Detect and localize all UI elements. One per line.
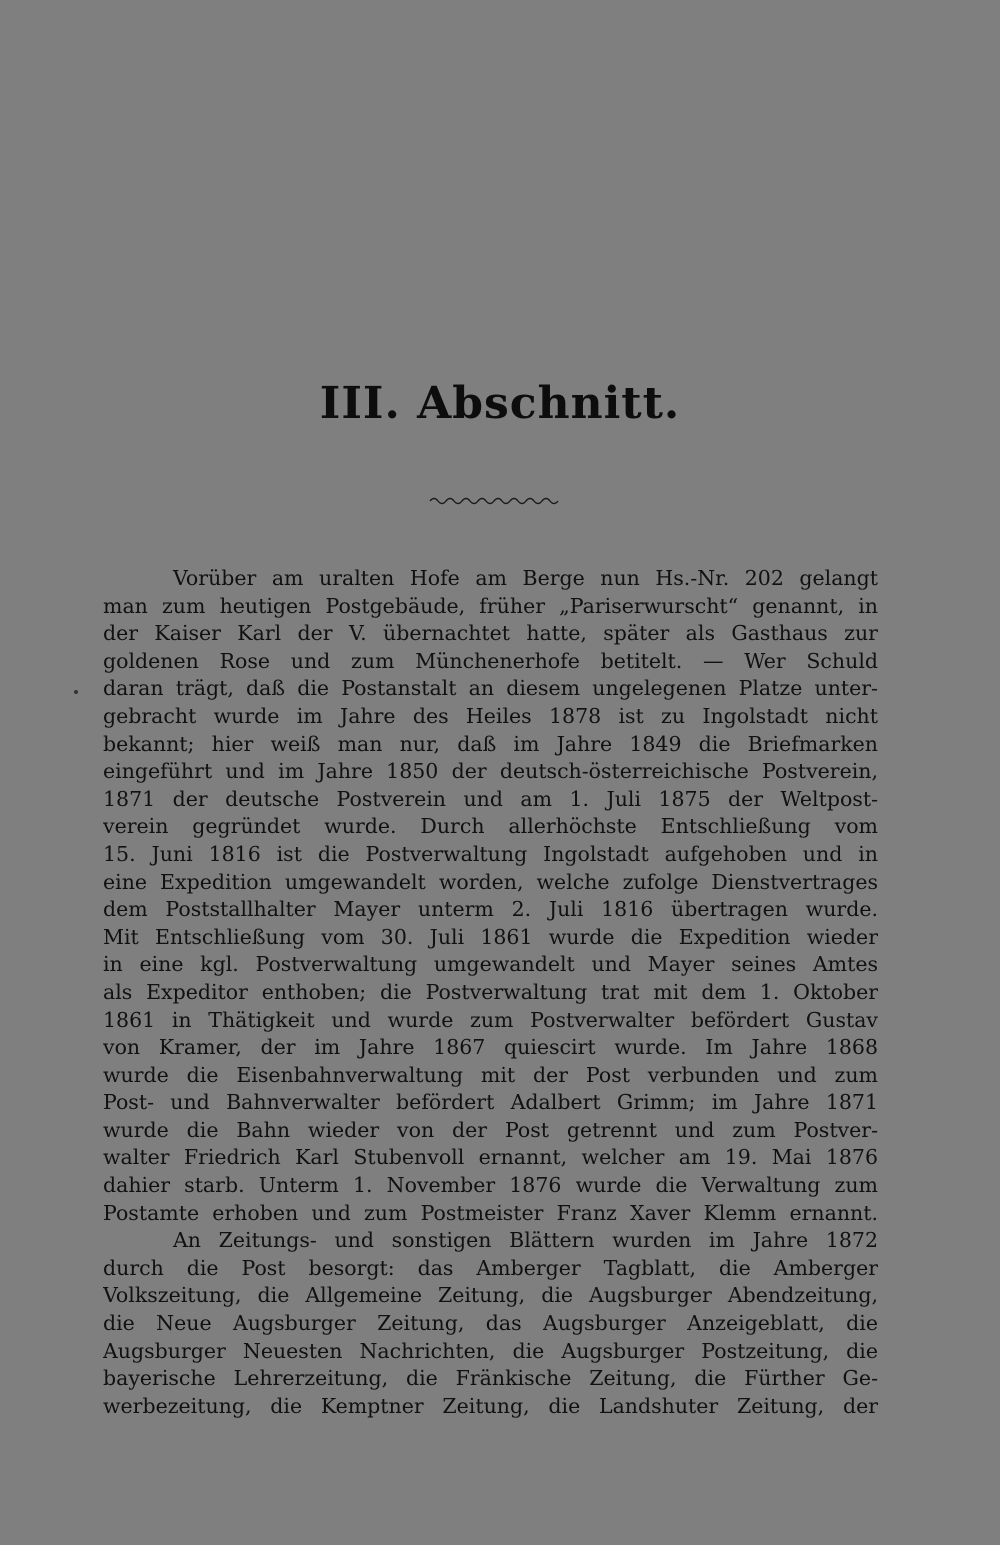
text-line: verein gegründet wurde. Durch allerhöchste Entschließung vom xyxy=(103,814,878,839)
chapter-title: III. Abschnitt. xyxy=(319,378,681,429)
text-line: werbezeitung, die Kemptner Zeitung, die Landshuter Zeitung, der xyxy=(103,1393,878,1418)
text-line: bekannt; hier weiß man nur, daß im Jahre 1849 die Briefmarken xyxy=(103,731,878,756)
paragraph-1 xyxy=(103,565,878,1227)
text-line: Post- und Bahnverwalter befördert Adalbert Grimm; im Jahre 1871 xyxy=(103,1090,878,1115)
text-line: man zum heutigen Postgebäude, früher „Pariserwurscht“ genannt, in xyxy=(103,593,878,618)
text-line: bayerische Lehrerzeitung, die Fränkische Zeitung, die Fürther Ge- xyxy=(103,1366,878,1391)
stray-ink-mark xyxy=(74,690,78,694)
text-line: Postamte erhoben und zum Postmeister Franz Xaver Klemm ernannt. xyxy=(103,1200,878,1225)
text-line: gebracht wurde im Jahre des Heiles 1878 ist zu Ingolstadt nicht xyxy=(103,703,878,728)
text-line: An Zeitungs- und sonstigen Blättern wurden im Jahre 1872 xyxy=(173,1228,878,1253)
text-line: Mit Entschließung vom 30. Juli 1861 wurde die Expedition wieder xyxy=(103,924,878,949)
body-text xyxy=(103,565,878,1420)
text-line: dem Poststallhalter Mayer unterm 2. Juli 1816 übertragen wurde. xyxy=(103,897,878,922)
ornament-divider-icon xyxy=(428,494,560,508)
text-line: daran trägt, daß die Postanstalt an diesem ungelegenen Platze unter- xyxy=(103,676,878,701)
text-line: walter Friedrich Karl Stubenvoll ernannt, welcher am 19. Mai 1876 xyxy=(103,1145,878,1170)
text-line: 1861 in Thätigkeit und wurde zum Postverwalter befördert Gustav xyxy=(103,1007,878,1032)
text-line: in eine kgl. Postverwaltung umgewandelt und Mayer seines Amtes xyxy=(103,952,878,977)
text-line: 15. Juni 1816 ist die Postverwaltung Ingolstadt aufgehoben und in xyxy=(103,841,878,866)
text-line: als Expeditor enthoben; die Postverwaltung trat mit dem 1. Oktober xyxy=(103,979,878,1004)
text-line: durch die Post besorgt: das Amberger Tagblatt, die Amberger xyxy=(103,1255,878,1280)
text-line: wurde die Bahn wieder von der Post getrennt und zum Postver- xyxy=(103,1117,878,1142)
text-line: Volkszeitung, die Allgemeine Zeitung, die Augsburger Abendzeitung, xyxy=(103,1283,878,1308)
text-line: eingeführt und im Jahre 1850 der deutsch-österreichische Postverein, xyxy=(103,759,878,784)
text-line: dahier starb. Unterm 1. November 1876 wurde die Verwaltung zum xyxy=(103,1173,878,1198)
text-line: goldenen Rose und zum Münchenerhofe betitelt. — Wer Schuld xyxy=(103,648,878,673)
text-line: 1871 der deutsche Postverein und am 1. Juli 1875 der Weltpost- xyxy=(103,786,878,811)
text-line: Vorüber am uralten Hofe am Berge nun Hs.-Nr. 202 gelangt xyxy=(173,566,878,590)
text-line: eine Expedition umgewandelt worden, welche zufolge Dienstvertrages xyxy=(103,869,878,894)
text-line: von Kramer, der im Jahre 1867 quiescirt wurde. Im Jahre 1868 xyxy=(103,1035,878,1060)
paragraph-2 xyxy=(103,1227,878,1420)
text-line: wurde die Eisenbahnverwaltung mit der Post verbunden und zum xyxy=(103,1062,878,1087)
text-line: der Kaiser Karl der V. übernachtet hatte, später als Gasthaus zur xyxy=(103,621,878,646)
text-line: Augsburger Neuesten Nachrichten, die Augsburger Postzeitung, die xyxy=(103,1338,878,1363)
text-line: die Neue Augsburger Zeitung, das Augsburger Anzeigeblatt, die xyxy=(103,1311,878,1336)
